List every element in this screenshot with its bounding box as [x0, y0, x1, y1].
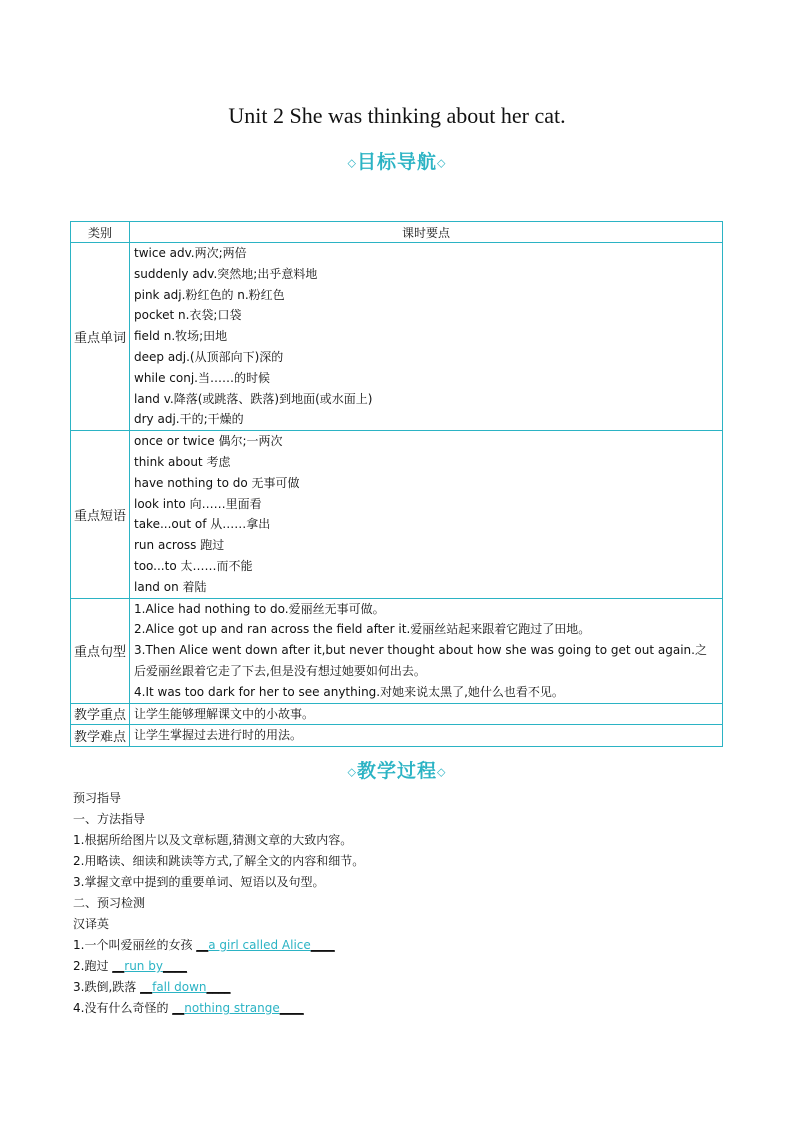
- exercise-answer: a girl called Alice: [208, 938, 311, 952]
- method-heading: 一、方法指导: [73, 812, 146, 826]
- list-item: pink adj.粉红色的 n.粉红色: [134, 287, 285, 302]
- words-cell: [130, 243, 723, 431]
- process-heading: [0, 756, 794, 783]
- list-item: pocket n.衣袋;口袋: [134, 308, 242, 323]
- list-item: field n.牧场;田地: [134, 329, 228, 344]
- method-item: 1.根据所给图片以及文章标题,猜测文章的大致内容。: [73, 833, 353, 847]
- goal-heading-text: 目标导航: [356, 151, 437, 173]
- list-item: run across 跑过: [134, 538, 225, 553]
- list-item: 2.Alice got up and ran across the field after it.爱丽丝站起来跟着它跑过了田地。: [134, 622, 591, 637]
- diamond-icon: ◇: [437, 156, 447, 170]
- exercise-prompt: 1.一个叫爱丽丝的女孩: [73, 938, 197, 952]
- list-item: suddenly adv.突然地;出乎意料地: [134, 266, 318, 281]
- list-item: dry adj.干的;干燥的: [134, 412, 244, 427]
- exercise-answer: nothing strange: [184, 1001, 280, 1015]
- focus-text: 让学生能够理解课文中的小故事。: [134, 706, 315, 721]
- exercise-item: 3.跌倒,跌落 __fall down____: [73, 980, 231, 994]
- category-sentences: 重点句型: [71, 598, 130, 703]
- header-key-points: 课时要点: [130, 222, 723, 243]
- document-title: Unit 2 She was thinking about her cat.: [228, 103, 566, 128]
- process-heading-text: 教学过程: [356, 760, 437, 782]
- list-item: too...to 太……而不能: [134, 558, 253, 573]
- exercise-answer: fall down: [152, 980, 207, 994]
- list-item: twice adv.两次;两倍: [134, 246, 247, 260]
- difficulty-text: 让学生掌握过去进行时的用法。: [134, 728, 303, 743]
- list-item: have nothing to do 无事可做: [134, 475, 300, 490]
- list-item: think about 考虑: [134, 454, 231, 469]
- category-words: 重点单词: [71, 243, 130, 431]
- exercise-prompt: 2.跑过: [73, 959, 113, 973]
- exercise-item: 4.没有什么奇怪的 __nothing strange____: [73, 1001, 304, 1015]
- goal-heading: [0, 147, 794, 174]
- table-row-focus: [71, 703, 723, 725]
- diamond-icon: ◇: [347, 765, 357, 779]
- exercise-item: 1.一个叫爱丽丝的女孩 __a girl called Alice____: [73, 938, 335, 952]
- list-item: 1.Alice had nothing to do.爱丽丝无事可做。: [134, 601, 385, 616]
- list-item: 3.Then Alice went down after it,but never thought about how she was going to get out again.之后爱丽丝跟着它走了下去,但是没有想过她要如何出去。: [134, 643, 707, 678]
- method-item: 3.掌握文章中提到的重要单词、短语以及句型。: [73, 875, 325, 889]
- diamond-icon: ◇: [437, 765, 447, 779]
- table-row-difficulty: [71, 725, 723, 747]
- table-header-row: [71, 222, 723, 243]
- list-item: look into 向……里面看: [134, 496, 262, 511]
- table-row-sentences: [71, 598, 723, 703]
- phrases-cell: [130, 431, 723, 598]
- list-item: land on 着陆: [134, 579, 207, 594]
- table-row-words: [71, 243, 723, 431]
- list-item: 4.It was too dark for her to see anything.对她来说太黑了,她什么也看不见。: [134, 684, 564, 699]
- preview-section: [73, 788, 364, 1019]
- test-heading: 二、预习检测: [73, 896, 146, 910]
- sentences-cell: [130, 598, 723, 703]
- exercise-prompt: 3.跌倒,跌落: [73, 980, 141, 994]
- table-row-phrases: [71, 431, 723, 598]
- header-category: 类别: [71, 222, 130, 243]
- list-item: while conj.当……的时候: [134, 370, 270, 385]
- exercise-answer: run by: [124, 959, 163, 973]
- list-item: deep adj.(从顶部向下)深的: [134, 349, 284, 364]
- method-item: 2.用略读、细读和跳读等方式,了解全文的内容和细节。: [73, 854, 365, 868]
- preview-heading: 预习指导: [73, 791, 122, 805]
- list-item: land v.降落(或跳落、跌落)到地面(或水面上): [134, 391, 373, 406]
- category-focus: 教学重点: [71, 703, 130, 725]
- category-difficulty: 教学难点: [71, 725, 130, 747]
- list-item: once or twice 偶尔;一两次: [134, 434, 283, 449]
- lesson-plan-table: [70, 221, 723, 747]
- exercise-item: 2.跑过 __run by____: [73, 959, 187, 973]
- category-phrases: 重点短语: [71, 431, 130, 598]
- exercise-prompt: 4.没有什么奇怪的: [73, 1001, 173, 1015]
- translate-heading: 汉译英: [73, 917, 110, 931]
- list-item: take...out of 从……拿出: [134, 517, 271, 532]
- diamond-icon: ◇: [347, 156, 357, 170]
